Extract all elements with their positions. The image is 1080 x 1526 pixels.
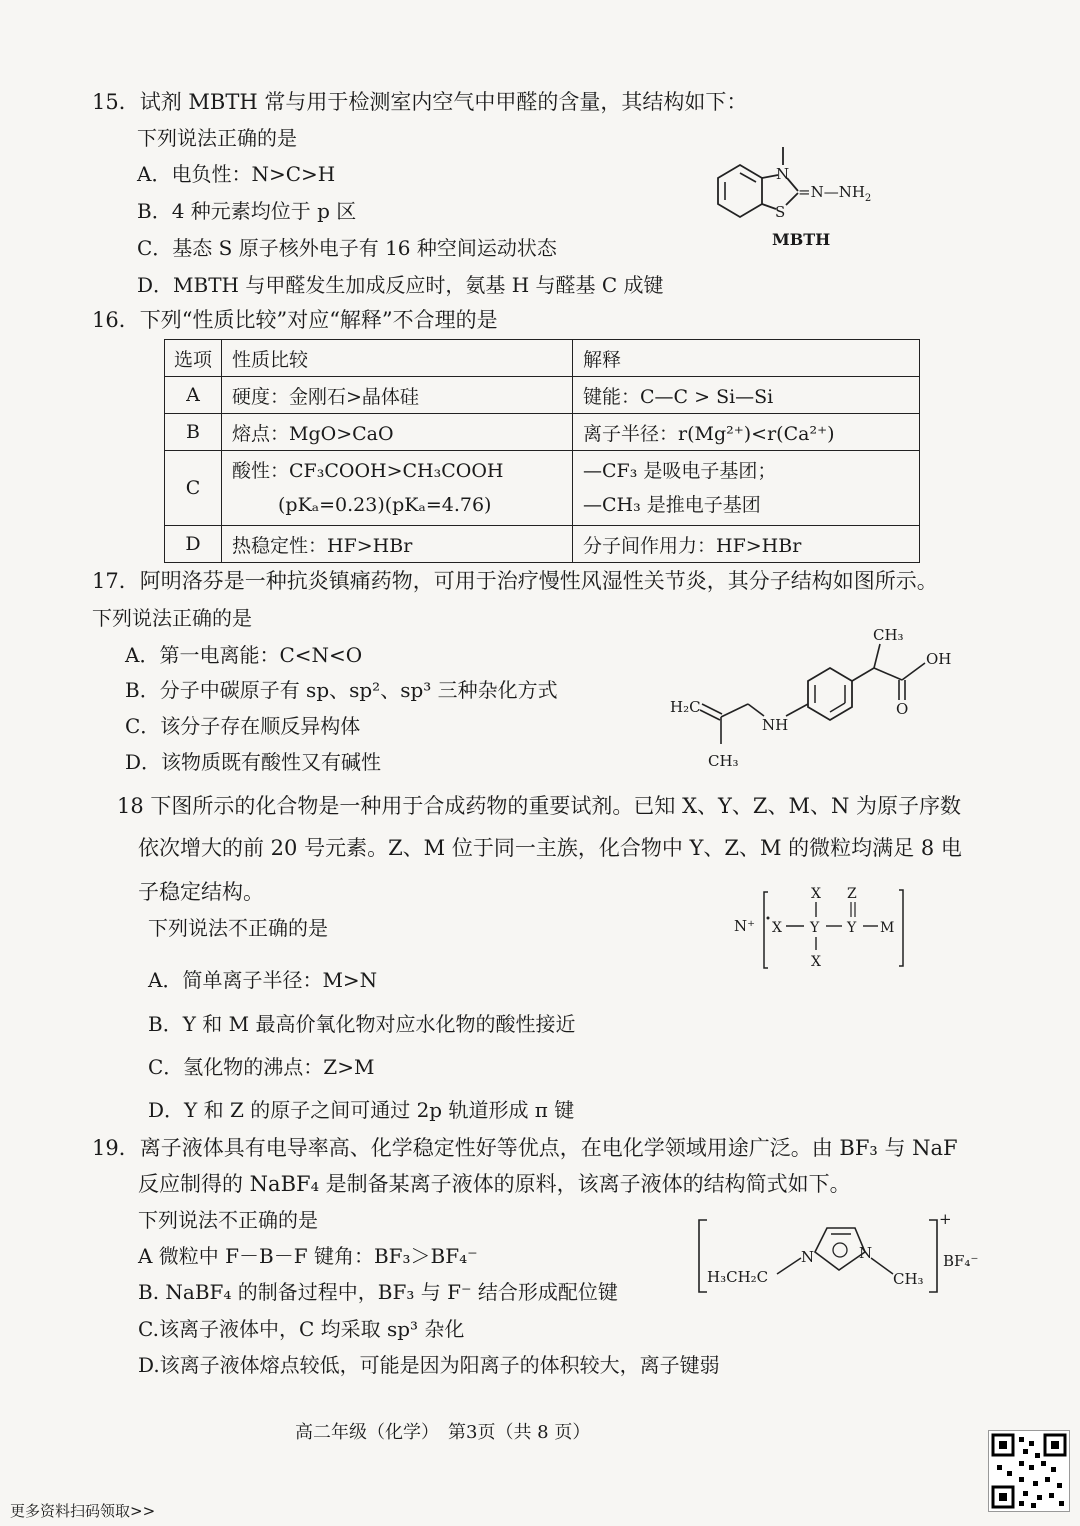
table-header-row: [165, 340, 920, 377]
q18-option-a: A．简单离子半径：M>N: [148, 968, 378, 992]
q15-prompt: 下列说法正确的是: [137, 126, 297, 150]
table-row: [165, 526, 920, 563]
q19-option-a: A 微粒中 F－B－F 键角：BF₃＞BF₄⁻: [138, 1244, 478, 1268]
table-cell-line: 酸性：CF₃COOH>CH₃COOH: [232, 460, 504, 482]
q19-option-c: C.该离子液体中，C 均采取 sp³ 杂化: [138, 1317, 465, 1341]
q19-stem-line2: 反应制得的 NaBF₄ 是制备某离子液体的原料，该离子液体的结构简式如下。: [138, 1172, 851, 1196]
q18-stem-line3: 子稳定结构。: [138, 880, 264, 904]
table-cell: 键能：C—C > Si—Si: [573, 377, 920, 414]
mbth-chain-label: $=N—NH_2$: [798, 183, 872, 204]
table-cell-line: —CH₃ 是推电子基团: [583, 494, 761, 516]
table-row: [165, 414, 920, 451]
mbth-caption: MBTH: [772, 230, 831, 249]
table-cell: [222, 451, 573, 526]
q19-option-d: D.该离子液体熔点较低，可能是因为阳离子的体积较大，离子键弱: [138, 1353, 720, 1377]
q15-option-a: A．电负性：N>C>H: [137, 162, 336, 186]
q19-stem-line1: 19．离子液体具有电导率高、化学稳定性好等优点，在电化学领域用途广泛。由 BF₃ 与 NaF: [92, 1136, 958, 1160]
struct-n-label: N: [801, 1248, 815, 1266]
table-cell: D: [165, 526, 222, 563]
struct-y-label: Y: [810, 920, 820, 936]
q15-option-d: D．MBTH 与甲醛发生加成反应时，氨基 H 与醛基 C 成键: [137, 273, 664, 297]
q17-prompt: 下列说法正确的是: [92, 606, 252, 630]
q15-stem: 15．试剂 MBTH 常与用于检测室内空气中甲醛的含量，其结构如下：: [92, 90, 748, 114]
struct-nh-label: NH: [762, 716, 789, 734]
table-cell: B: [165, 414, 222, 451]
q16-stem: 16．下列“性质比较”对应“解释”不合理的是: [92, 308, 498, 332]
struct-ch3-top-label: CH₃: [873, 626, 904, 644]
struct-x-label: X: [811, 886, 821, 902]
struct-z-label: Z: [847, 886, 857, 902]
struct-oh-label: OH: [926, 650, 952, 668]
table-cell: 分子间作用力：HF>HBr: [573, 526, 920, 563]
q17-option-c: C．该分子存在顺反异构体: [125, 714, 361, 738]
q18-structure-figure: [728, 882, 913, 974]
q18-stem-line2: 依次增大的前 20 号元素。Z、M 位于同一主族，化合物中 Y、Z、M 的微粒均满足 8 电: [138, 836, 962, 860]
mbth-n-label: N: [776, 165, 790, 183]
amineptine-structure-figure: [650, 618, 980, 778]
struct-n-label: N: [859, 1244, 873, 1262]
table-cell: C: [165, 451, 222, 526]
table-cell: A: [165, 377, 222, 414]
q18-stem-line1: 18 下图所示的化合物是一种用于合成药物的重要试剂。已知 X、Y、Z、M、N 为原子序数: [117, 794, 962, 818]
table-cell: 离子半径：r(Mg²⁺)<r(Ca²⁺): [573, 414, 920, 451]
ionic-liquid-structure-figure: [693, 1210, 993, 1300]
table-cell-line: (pKₐ=0.23)(pKₐ=4.76): [278, 494, 492, 516]
q15-option-c: C．基态 S 原子核外电子有 16 种空间运动状态: [137, 236, 557, 260]
qr-code-pattern: [989, 1431, 1069, 1511]
q19-option-b: B. NaBF₄ 的制备过程中，BF₃ 与 F⁻ 结合形成配位键: [138, 1280, 618, 1304]
table-cell: 硬度：金刚石>晶体硅: [222, 377, 573, 414]
table-header-cell: 选项: [165, 340, 222, 377]
table-cell: 热稳定性：HF>HBr: [222, 526, 573, 563]
struct-y-label: Y: [847, 920, 857, 936]
struct-x-label: X: [811, 954, 821, 970]
table-header-cell: 解释: [573, 340, 920, 377]
q17-stem: 17．阿明洛芬是一种抗炎镇痛药物，可用于治疗慢性风湿性关节炎，其分子结构如图所示。: [92, 569, 938, 593]
q19-prompt: 下列说法不正确的是: [138, 1208, 318, 1232]
table-row: [165, 451, 920, 526]
table-cell: 熔点：MgO>CaO: [222, 414, 573, 451]
struct-x-label: X: [772, 920, 782, 936]
struct-o-label: O: [896, 700, 909, 718]
table-row: [165, 377, 920, 414]
q17-option-a: A．第一电离能：C<N<O: [125, 643, 363, 667]
q18-prompt: 下列说法不正确的是: [148, 916, 328, 940]
struct-ethyl-label: H₃CH₂C: [707, 1268, 769, 1286]
q16-comparison-table: [164, 339, 920, 563]
struct-plus-label: +: [939, 1210, 952, 1228]
page-footer: 高二年级（化学） 第3页（共 8 页）: [295, 1422, 591, 1443]
scan-for-more-link[interactable]: 更多资料扫码领取>>: [10, 1502, 156, 1520]
struct-methyl-label: CH₃: [893, 1270, 924, 1288]
q18-option-d: D．Y 和 Z 的原子之间可通过 2p 轨道形成 π 键: [148, 1098, 575, 1122]
q15-option-b: B．4 种元素均位于 p 区: [137, 199, 357, 223]
mbth-structure-figure: [690, 135, 910, 255]
table-cell-line: —CF₃ 是吸电子基团；: [583, 460, 777, 482]
struct-m-label: M: [880, 920, 895, 936]
q17-option-d: D．该物质既有酸性又有碱性: [125, 750, 382, 774]
struct-anion-label: BF₄⁻: [943, 1252, 979, 1270]
table-cell: [573, 451, 920, 526]
q18-option-b: B．Y 和 M 最高价氧化物对应水化物的酸性接近: [148, 1012, 576, 1036]
struct-n-plus-label: N⁺: [734, 917, 756, 935]
table-header-cell: 性质比较: [222, 340, 573, 377]
qr-code-icon[interactable]: [988, 1430, 1070, 1512]
struct-h2c-label: H₂C: [670, 698, 701, 716]
mbth-s-label: S: [775, 203, 786, 221]
q18-option-c: C．氢化物的沸点：Z>M: [148, 1055, 375, 1079]
q17-option-b: B．分子中碳原子有 sp、sp²、sp³ 三种杂化方式: [125, 678, 558, 702]
struct-ch3-bottom-label: CH₃: [708, 752, 739, 770]
